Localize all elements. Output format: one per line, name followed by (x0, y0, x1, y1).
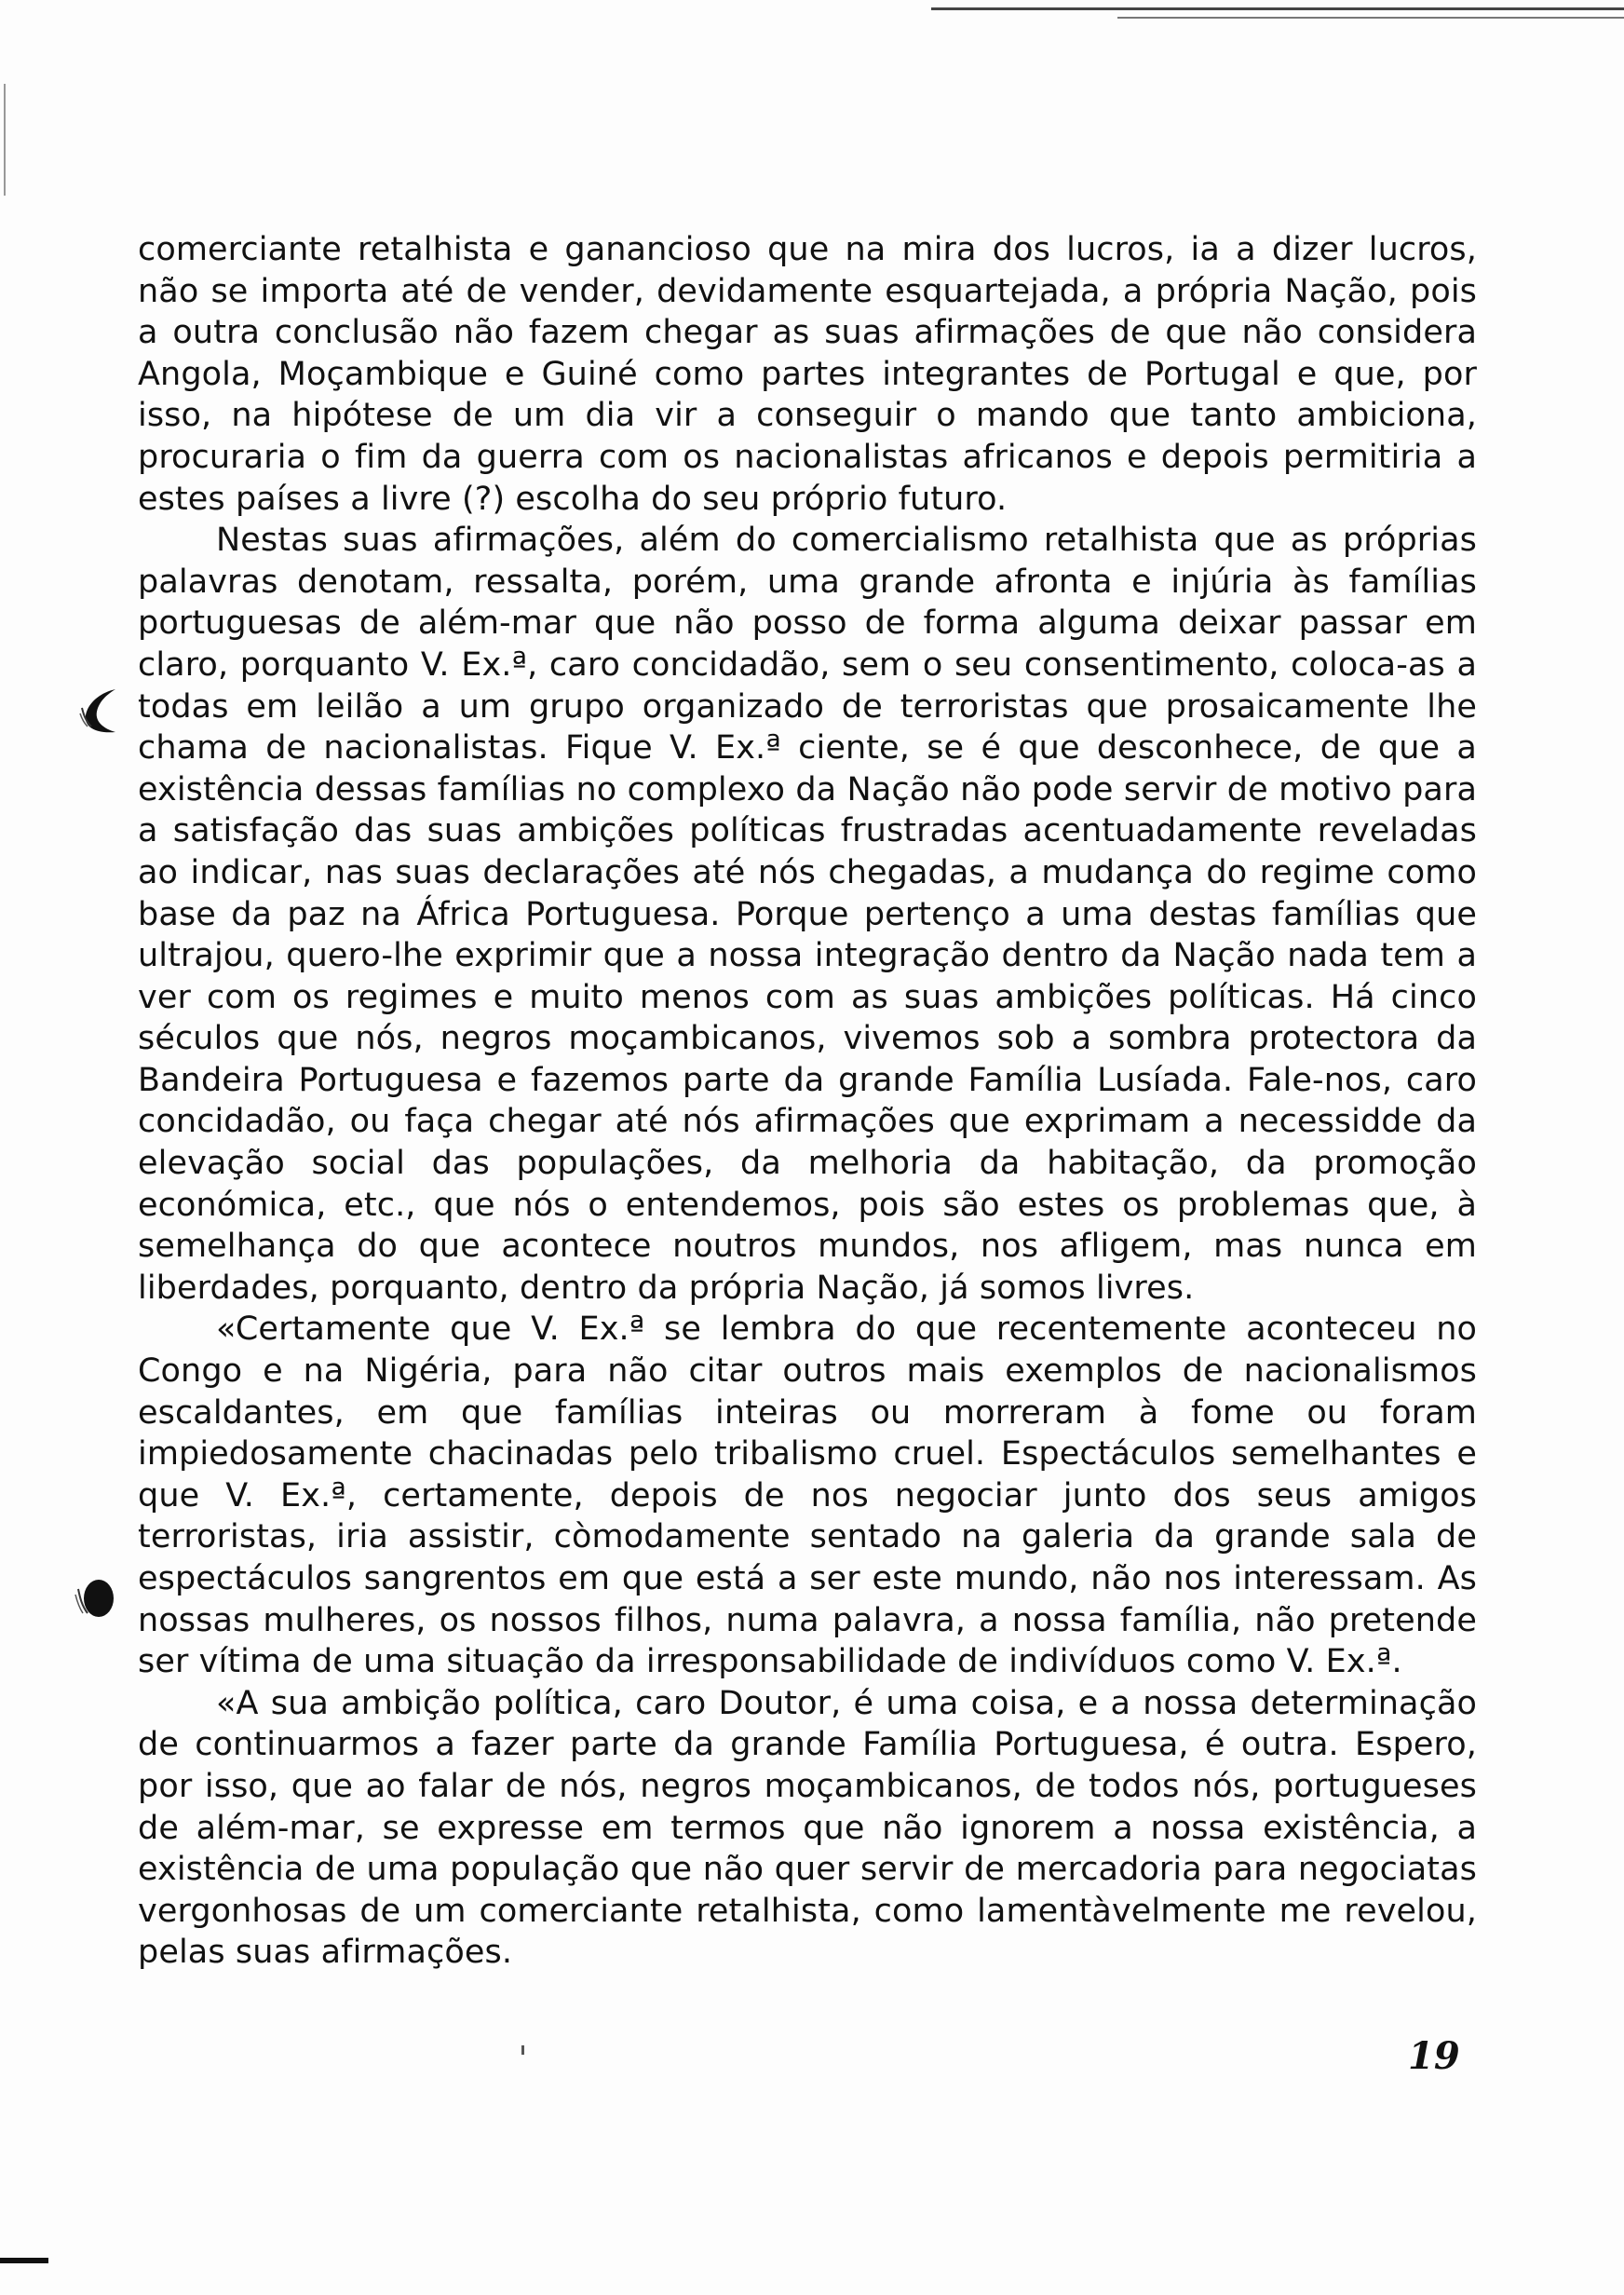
stray-ink-mark (521, 2045, 524, 2055)
margin-thumbprint-mark-lower (74, 1572, 114, 1621)
bottom-left-corner-mark (0, 2258, 48, 2263)
paragraph-1: comerciante retalhista e ganancioso que na mira dos lucros, ia a dizer lucros, não se importa até de vender, devidamente esquartejada, a própria Nação, pois a outra conclusão não fazem chegar as suas afirmações de que não considera Angola, Moçambique e Guiné como partes integrantes de Portugal e que, por isso, na hipótese de um dia vir a conseguir o mando que tanto ambiciona, procuraria o fim da guerra com os nacionalistas africanos e depois permitiria a estes países a livre (?) escolha do seu próprio futuro. (138, 231, 1477, 518)
paragraph-2: Nestas suas afirmações, além do comercialismo retalhista que as próprias palavras denotam, ressalta, porém, uma grande afronta e injúria às famílias portuguesas de além-mar que não posso de forma alguma deixar passar em claro, porquanto V. Ex.ª, caro concidadão, sem o seu consentimento, coloca-as a todas em leilão a um grupo organizado de terroristas que prosaicamente lhe chama de nacionalistas. Fique V. Ex.ª ciente, se é que desconhece, de que a existência dessas famílias no complexo da Nação não pode servir de motivo para a satisfação das suas ambições políticas frustradas acentuadamente reveladas ao indicar, nas suas declarações até nós chegadas, a mudança do regime como base da paz na África Portuguesa. Porque pertenço a uma destas famílias que ultrajou, quero-lhe exprimir que a nossa integração dentro da Nação nada tem a ver com os regimes e muito menos com as suas ambições políticas. Há cinco séculos que nós, negros moçambicanos, vivemos sob a sombra protectora da Bandeira Portuguesa e fazemos parte da grande Família Lusíada. Fale-nos, caro concidadão, ou faça chegar até nós afirmações que exprimam a necessidde da elevação social das populações, da melhoria da habitação, da promoção económica, etc., que nós o entendemos, pois são estes os problemas que, à semelhança do que acontece noutros mundos, nos afligem, mas nunca em liberdades, porquanto, dentro da própria Nação, já somos livres. (138, 522, 1477, 1307)
paragraph-3: «Certamente que V. Ex.ª se lembra do que recentemente aconteceu no Congo e na Nigéria, para não citar outros mais exemplos de nacionalismos escaldantes, em que famílias inteiras ou morreram à fome ou foram impiedosamente chacinadas pelo tribalismo cruel. Espectáculos semelhantes e que V. Ex.ª, certamente, depois de nos negociar junto dos seus amigos terroristas, iria assistir, còmodamente sentado na galeria da grande sala de espectáculos sangrentos em que está a ser este mundo, não nos interessam. As nossas mulheres, os nossos filhos, numa palavra, a nossa família, não pretende ser vítima de uma situação da irresponsabilidade de indivíduos como V. Ex.ª. (138, 1310, 1477, 1681)
left-page-edge (4, 84, 6, 196)
top-border-rule (931, 7, 1624, 10)
paragraph-4: «A sua ambição política, caro Doutor, é uma coisa, e a nossa determinação de continuarmos a fazer parte da grande Família Portuguesa, é outra. Espero, por isso, que ao falar de nós, negros moçambicanos, de todos nós, portugueses de além-mar, se expresse em termos que não ignorem a nossa existência, a existência de uma população que não quer servir de mercadoria para negociatas vergonhosas de um comerciante retalhista, como lamentàvelmente me revelou, pelas suas afirmações. (138, 1684, 1477, 1972)
page-number: 19 (1408, 2034, 1460, 2078)
top-border-rule-secondary (1117, 17, 1624, 19)
body-text (138, 229, 1477, 1974)
margin-thumbprint-mark-upper (78, 687, 117, 736)
